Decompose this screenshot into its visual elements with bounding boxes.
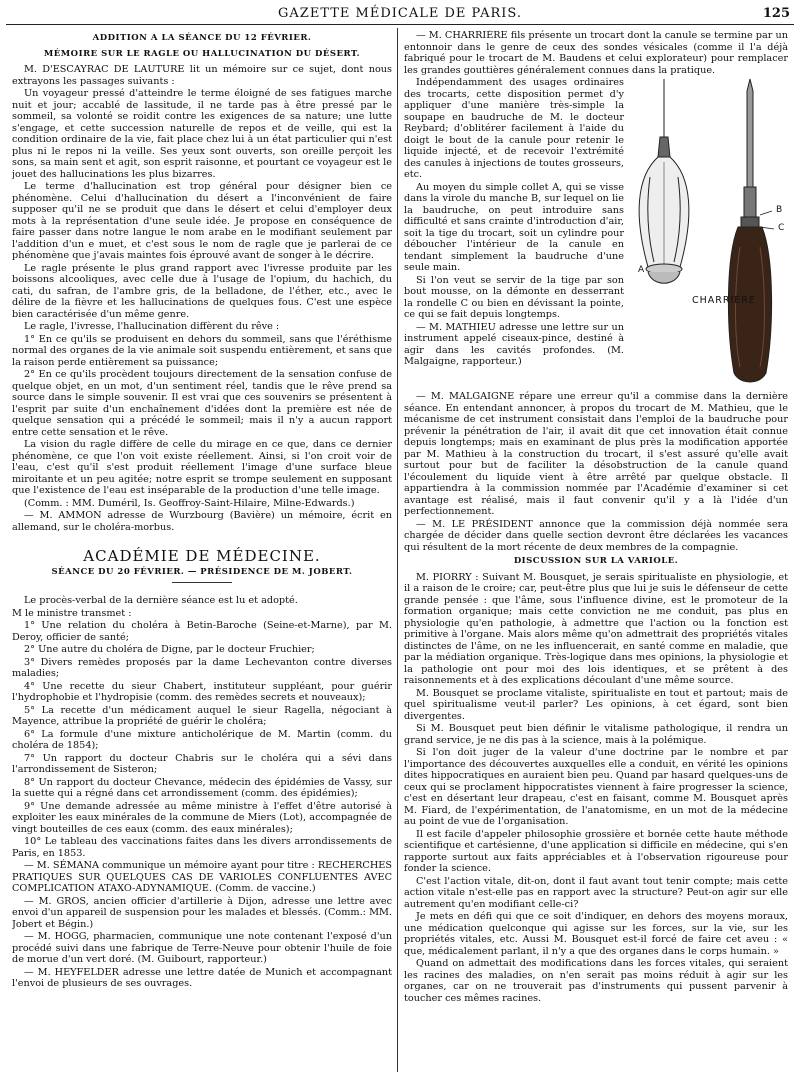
- short-rule: [172, 582, 232, 583]
- paragraph: Si M. Bousquet peut bien définir le vitalisme pathologique, il rendra un grand service, je ne dis pas à la science, mais à la polémique.: [404, 723, 788, 746]
- figure-label-c: C: [778, 223, 785, 233]
- paragraph: Un voyageur pressé d'atteindre le terme éloigné de ses fatigues marche nuit et jour; accablé de lassitude, il ne tarde pas à être pressé par le sommeil, sa volonté se roidit contre les exigences de sa nature; une lutte s'engage, et cette succession naturelle de repos et de veille, qui est la condition ordinaire de la vie, fait place chez lui à un état particulier qui n'est plus ni le repos ni la veille. Ses yeux sont ouverts, son oreille perçoit les sons, sa main sent et agit, son esprit raisonne, et pourtant ce voyageur est le jouet des hallucinations les plus bizarres.: [12, 88, 392, 180]
- paragraph: — M. MALGAIGNE répare une erreur qu'il a commise dans la dernière séance. En entendant annoncer, à propos du trocart de M. Mathieu, que le mécanisme de cet instrument consistait dans l'emploi de la baudruche pour prévenir la pénétration de l'air, il avait dit que cet innovation était connue depuis longtemps; mais en examinant de plus près la modification apportée par M. Mathieu à la construction du trocart, il s'est assuré qu'elle avait surtout pour but de faciliter la désobstruction de la canule quand l'écoulement du liquide vient à être arrêté par quelque obstacle. Il appartiendra à la commission nommée par l'Académie d'examiner si cet avantage est réalisé, mais il faut convenir qu'il y a là l'idée d'un perfectionnement.: [404, 391, 788, 517]
- paragraph: Si l'on veut se servir de la tige par son bout mousse, on la démonte en desserrant la rondelle C ou bien en dévissant la pointe, ce qui se fait depuis longtemps.: [404, 274, 624, 320]
- paragraph: — M. SÉMANA communique un mémoire ayant pour titre : RECHERCHES PRATIQUES SUR QUELQUES CAS DE VARIOLES CONFLUENTES AVEC COMPLICATION ATAXO-ADYNAMIQUE. (Comm. de vaccine.): [12, 860, 392, 894]
- seance-heading: SÉANCE DU 20 FÉVRIER. — PRÉSIDENCE DE M. JOBERT.: [51, 566, 353, 577]
- page-number: 125: [762, 6, 790, 21]
- paragraph: Le procès-verbal de la dernière séance est lu et adopté.: [24, 595, 298, 606]
- paragraph: — M. HEYFELDER adresse une lettre datée de Munich et accompagnant l'envoi de plusieurs de ses ouvrages.: [12, 966, 392, 989]
- paragraph: — M. MATHIEU adresse une lettre sur un instrument appelé ciseaux-pince, destiné à agir dans les cavités profondes. (M. Malgaigne, rapporteur.): [404, 321, 624, 367]
- page-header: [0, 0, 800, 22]
- paragraph: Je mets en défi qui que ce soit d'indiquer, en dehors des moyens moraux, une médication quelconque qui agisse sur les forces, sur la vie, sur les propriétés vitales, etc. Aussi M. Bousquet est-il forcé de faire cet aveu : « que, médicalement parlant, il n'y a que des organes dans le corps humain. »: [404, 911, 788, 957]
- discussion-heading: DISCUSSION SUR LA VARIOLE.: [513, 556, 679, 566]
- paragraph: Le terme d'hallucination est trop général pour désigner bien ce phénomène. Celui d'hallucination du désert a l'inconvénient de faire supposer qu'il ne se produit que dans le désert et celui d'employer deux mots à la représentation d'une seule idée. Je propose en conséquence de faire passer dans notre langue le nom arabe en le modifiant seulement par l'addition d'un e muet, et c'est sous le nom de ragle que je parlerai de ce phénomène que j'avais maintes fois éprouvé avant de songer à le décrire.: [12, 181, 392, 261]
- figure-label-b: B: [776, 205, 783, 215]
- list-item: 1° Une relation du choléra à Betin-Baroche (Seine-et-Marne), par M. Deroy, officier de santé;: [12, 620, 392, 643]
- academy-title: ACADÉMIE DE MÉDECINE.: [83, 547, 321, 565]
- list-item: 10° Le tableau des vaccinations faites dans les divers arrondissements de Paris, en 1853.: [12, 836, 392, 859]
- paragraph: M. PIORRY : Suivant M. Bousquet, je serais spiritualiste en physiologie, et il a raison de le croire; car, peut-être plus que lui je suis le défenseur de cette grande pensée : que l'âme, sous l'influence divine, est le promoteur de la formation organique; mais cette conviction ne me conduit, pas plus en physiologie qu'en pathologie, à admettre que l'action ou la fonction est primitive à l'organe. Mais alors même qu'on admettrait des propriétés vitales distinctes de l'âme, on ne les influencerait, en santé comme en maladie, que par la médiation organique. Très-logique dans mes opinions, la physiologie et la pathologie ont pour moi des lois identiques, et se prêtent à des raisonnements et à des explications découlant d'une même source.: [404, 571, 788, 686]
- paragraph: M. D'ESCAYRAC DE LAUTURE lit un mémoire sur ce sujet, dont nous extrayons les passages suivants :: [12, 64, 392, 87]
- paragraph: Indépendamment des usages ordinaires des trocarts, cette disposition permet d'y appliquer d'une manière très-simple la soupape en baudruche de M. le docteur Reybard; d'oblitérer facilement à l'aide du doigt le bout de la canule pour retenir le liquide injecté, et de recevoir l'extrémité des canules à injections de toutes grosseurs, etc.: [404, 77, 624, 180]
- trocart-illustration: [630, 77, 788, 387]
- paragraph: — M. LE PRÉSIDENT annonce que la commission déjà nommée sera chargée de décider dans quelle section devront être déclarées les vacances qui résultent de la mort récente de deux membres de la compagnie.: [404, 518, 788, 553]
- list-item: 6° La formule d'une mixture anticholérique de M. Martin (comm. du choléra de 1854);: [12, 728, 392, 751]
- section-subheading: MÉMOIRE SUR LE RAGLE OU HALLUCINATION DU DÉSERT.: [43, 48, 361, 59]
- list-item: 7° Un rapport du docteur Chabris sur le choléra qui a sévi dans l'arrondissement de Sisteron;: [12, 752, 392, 775]
- trocart-instrument: [728, 79, 771, 382]
- list-item: 5° La recette d'un médicament auquel le sieur Ragella, négociant à Mayence, attribue la propriété de guérir le choléra;: [12, 704, 392, 727]
- paragraph: Si l'on doit juger de la valeur d'une doctrine par le nombre et par l'importance des découvertes auxquelles elle a conduit, en vérité les opinions dites hippocratiques en auraient bien peu. Quand par hasard quelques-uns de ceux qui se proclament hippocratistes viennent à faire progresser la science, c'est en désertant leur drapeau, c'est en faisant, comme M. Bousquet après M. Fiard, de l'expérimentation, de l'anatomisme, en un mot de la médecine au point de vue de l'organisation.: [404, 747, 788, 827]
- paragraph: (Comm. : MM. Duméril, Is. Geoffroy-Saint-Hilaire, Milne-Edwards.): [24, 497, 355, 509]
- section-heading: ADDITION A LA SÉANCE DU 12 FÉVRIER.: [92, 33, 312, 43]
- paragraph: Au moyen du simple collet A, qui se visse dans la virole du manche B, sur lequel on lie la baudruche, on peut introduire sans difficulté et sans crainte d'introduction d'air, soit la tige du trocart, soit un cylindre pour déboucher l'intérieur de la canule en tendant simplement la baudruche d'une seule main.: [404, 181, 624, 273]
- paragraph: — M. HOGG, pharmacien, communique une note contenant l'exposé d'un procédé suivi dans une fabrique de Terre-Neuve pour obtenir l'huile de foie de morue d'un vert doré. (M. Guibourt, rapporteur.): [12, 931, 392, 965]
- list-item: 9° Une demande adressée au même ministre à l'effet d'être autorisé à exploiter les eaux minérales de la commune de Miers (Lot), accompagnée de vingt bouteilles de ces eaux (comm. des eaux minérales);: [12, 800, 392, 835]
- trocart-drawing: [630, 77, 788, 387]
- paragraph: M le ministre transmet :: [12, 607, 132, 619]
- figure-caption: CHARRIERE: [692, 295, 756, 306]
- paragraph: M. Bousquet se proclame vitaliste, spiritualiste en tout et partout; mais de quel spiritualisme veut-il parler? Les opinions, à cet égard, sont bien divergentes.: [404, 687, 788, 722]
- list-item: 2° Une autre du choléra de Digne, par le docteur Fruchier;: [24, 644, 315, 655]
- paragraph: La vision du ragle diffère de celle du mirage en ce que, dans ce dernier phénomène, ce que l'on voit existe réellement. Ainsi, si l'on croit voir de l'eau, c'est qu'il s'est produit réellement l'image d'une surface bleue miroitante et un peu agitée; notre esprit se trompe seulement en supposant que l'existence de l'eau est inséparable de la production d'une telle image.: [12, 439, 392, 496]
- paragraph: — M. CHARRIÈRE fils présente un trocart dont la canule se termine par un entonnoir dans le genre de ceux des sondes vésicales (comme il l'a déjà fabriqué pour le trocart de M. Baudens et celui explorateur) pour remplacer les grandes gouttières généralement connues dans la pratique.: [404, 30, 788, 76]
- paragraph: 1° En ce qu'ils se produisent en dehors du sommeil, sans que l'éréthisme normal des organes de la vie animale soit suspendu entièrement, et sans que la raison perde entièrement sa puissance;: [12, 333, 392, 368]
- left-column: [12, 30, 392, 1072]
- column-divider: [397, 28, 398, 1072]
- paragraph: Quand on admettait des modifications dans les forces vitales, qui seraient les racines des maladies, on n'en serait pas moins réduit à agir sur les organes, car on ne trouverait pas d'instruments qui pussent parvenir à toucher ces mêmes racines.: [404, 958, 788, 1004]
- journal-title: GAZETTE MÉDICALE DE PARIS.: [278, 6, 522, 21]
- header-rule: [6, 24, 794, 25]
- figure-label-a: A: [638, 265, 645, 275]
- paragraph: — M. AMMON adresse de Wurzbourg (Bavière) un mémoire, écrit en allemand, sur le choléra-morbus.: [12, 510, 392, 533]
- paragraph: 2° En ce qu'ils procèdent toujours directement de la sensation confuse de quelque objet, en un mot, d'un sentiment réel, tandis que le rêve prend sa source dans le simple souvenir. Il est vrai que ces souvenirs se présentent à l'esprit par suite d'un enchaînement d'idées dont la première est née de quelque sensation qui a précédé le sommeil; mais il n'y a aucun rapport entre cette sensation et le rêve.: [12, 369, 392, 438]
- paragraph: Le ragle, l'ivresse, l'hallucination diffèrent du rêve :: [24, 321, 280, 332]
- right-column: [404, 30, 788, 1072]
- list-item: 8° Un rapport du docteur Chevance, médecin des épidémies de Vassy, sur la suette qui a régné dans cet arrondissement (comm. des épidémies);: [12, 776, 392, 799]
- funnel-instrument: [639, 79, 689, 283]
- list-item: 4° Une recette du sieur Chabert, instituteur suppléant, pour guérir l'hydrophobie et l'hydropisie (comm. des remèdes secrets et nouveaux);: [12, 680, 392, 703]
- paragraph: C'est l'action vitale, dit-on, dont il faut avant tout tenir compte; mais cette action vitale n'est-elle pas en rapport avec la structure? Peut-on agir sur elle autrement qu'en modifiant celle-ci?: [404, 875, 788, 910]
- list-item: 3° Divers remèdes proposés par la dame Lechevanton contre diverses maladies;: [12, 656, 392, 679]
- paragraph: Il est facile d'appeler philosophie grossière et bornée cette haute méthode scientifique et cartésienne, d'une application si difficile en médecine, qui s'en rapporte surtout aux faits appréciables et à l'observation rigoureuse pour fonder la science.: [404, 828, 788, 874]
- paragraph: — M. GROS, ancien officier d'artillerie à Dijon, adresse une lettre avec envoi d'un appareil de suspension pour les malades et blessés. (Comm.: MM. Jobert et Bégin.): [12, 895, 392, 930]
- paragraph: Le ragle présente le plus grand rapport avec l'ivresse produite par les boissons alcooliques, avec celle due à l'usage de l'opium, du hachich, du cati, du safran, de l'ambre gris, de la belladone, de l'éther, etc., avec le délire de la fièvre et les hallucinations de quelques fous. C'est une espèce bien caractérisée d'un même genre.: [12, 262, 392, 320]
